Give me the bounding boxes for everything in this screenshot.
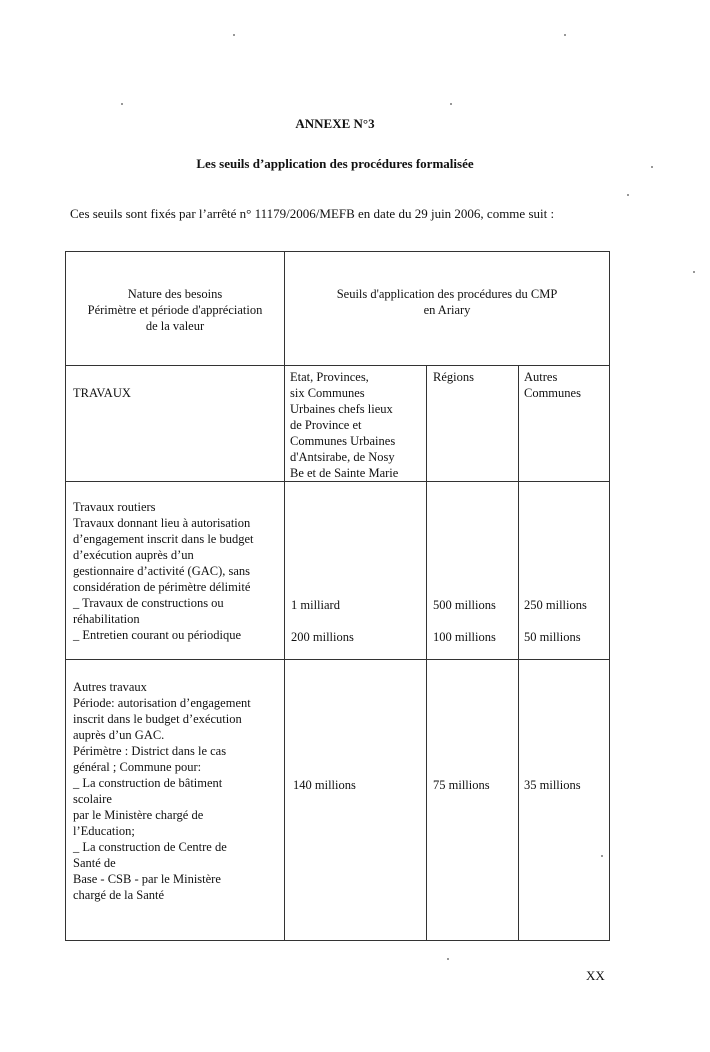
row2-etat: 140 millions	[293, 778, 356, 792]
annex-title: ANNEXE N°3	[295, 116, 375, 131]
row2-communes: 35 millions	[524, 778, 581, 792]
table-rule	[609, 251, 610, 941]
scan-speck	[121, 103, 123, 105]
table-rule	[65, 365, 610, 366]
table-rule	[284, 251, 285, 941]
row2-regions: 75 millions	[433, 778, 490, 792]
row1-construction-regions: 500 millions	[433, 598, 496, 612]
travaux-label: TRAVAUX	[73, 386, 131, 400]
row2-description: Autres travaux Période: autorisation d’engagement inscrit dans le budget d’exécution auprès d’un GAC. Périmètre : District dans le cas général ; Commune pour: _ La construction de bâtiment scolaire par le Ministère chargé de l’Education; _ La construction de Centre de Santé de Base - CSB - par le Ministère chargé de la Santé	[73, 680, 251, 902]
row1-entretien-etat: 200 millions	[291, 630, 354, 644]
table-rule	[65, 659, 610, 660]
table-rule	[518, 365, 519, 941]
column-header-regions: Régions	[433, 370, 474, 384]
scan-speck	[233, 34, 235, 36]
header-seuils: Seuils d'application des procédures du CMP en Ariary	[336, 287, 558, 317]
row1-entretien-communes: 50 millions	[524, 630, 581, 644]
intro-paragraph: Ces seuils sont fixés par l’arrêté n° 11179/2006/MEFB en date du 29 juin 2006, comme suit :	[70, 206, 555, 221]
row1-entretien-regions: 100 millions	[433, 630, 496, 644]
scan-speck	[447, 958, 449, 960]
annex-subtitle: Les seuils d’application des procédures formalisée	[196, 156, 474, 171]
column-header-communes: Autres Communes	[524, 370, 581, 400]
header-nature: Nature des besoins Périmètre et période d'appréciation de la valeur	[87, 287, 263, 333]
scan-speck	[564, 34, 566, 36]
scan-speck	[450, 103, 452, 105]
table-rule	[65, 940, 610, 941]
scan-speck	[693, 271, 695, 273]
table-rule	[65, 481, 610, 482]
table-rule	[65, 251, 66, 941]
row1-construction-etat: 1 milliard	[291, 598, 340, 612]
table-rule	[426, 365, 427, 941]
row1-description: Travaux routiers Travaux donnant lieu à autorisation d’engagement inscrit dans le budget d’exécution auprès d’un gestionnaire d’activité (GAC), sans considération de périmètre délimité _ Travaux de constructions ou réhabilitation _ Entretien courant ou périodique	[73, 500, 254, 642]
table-rule	[65, 251, 610, 252]
page-number: XX	[586, 968, 605, 983]
scan-speck	[627, 194, 629, 196]
row1-construction-communes: 250 millions	[524, 598, 587, 612]
column-header-etat: Etat, Provinces, six Communes Urbaines chefs lieux de Province et Communes Urbaines d'Antsirabe, de Nosy Be et de Sainte Marie	[290, 370, 399, 480]
thresholds-table	[65, 251, 610, 941]
